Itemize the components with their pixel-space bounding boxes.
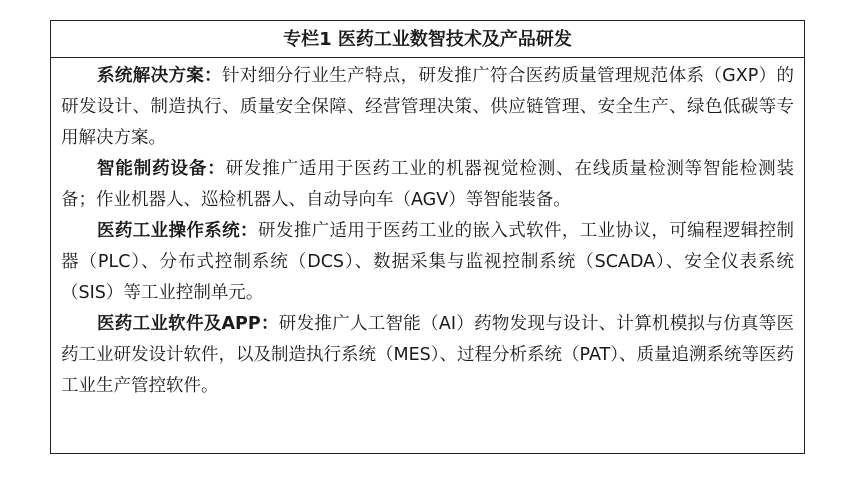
section-heading: 医药工业操作系统： [97, 221, 258, 241]
section-heading: 医药工业软件及APP： [97, 314, 279, 334]
section-heading: 智能制药设备： [97, 159, 226, 179]
section-operating-system [61, 216, 794, 309]
section-text: 研发推广人工智能（AI）药物发现与设计、计算机模拟与仿真等医药工业研发设计软件，以及制造执行系统（MES）、过程分析系统（PAT）、质量追溯系统等医药工业生产管控软件。 [61, 314, 794, 396]
column-title: 专栏1 医药工业数智技术及产品研发 [51, 21, 804, 58]
section-text: 研发推广适用于医药工业的嵌入式软件，工业协议，可编程逻辑控制器（PLC）、分布式控制系统（DCS）、数据采集与监视控制系统（SCADA）、安全仪表系统（SIS）等工业控制单元。 [61, 221, 795, 303]
section-system-solutions [61, 61, 794, 154]
section-smart-equipment [61, 154, 794, 216]
section-industrial-software [61, 309, 794, 402]
section-heading: 系统解决方案： [97, 66, 223, 86]
column-body [51, 58, 804, 402]
section-text: 针对细分行业生产特点，研发推广符合医药质量管理规范体系（GXP）的研发设计、制造执行、质量安全保障、经营管理决策、供应链管理、安全生产、绿色低碳等专用解决方案。 [61, 66, 795, 148]
column-box [50, 20, 805, 454]
section-text: 研发推广适用于医药工业的机器视觉检测、在线质量检测等智能检测装备；作业机器人、巡检机器人、自动导向车（AGV）等智能装备。 [61, 159, 795, 210]
